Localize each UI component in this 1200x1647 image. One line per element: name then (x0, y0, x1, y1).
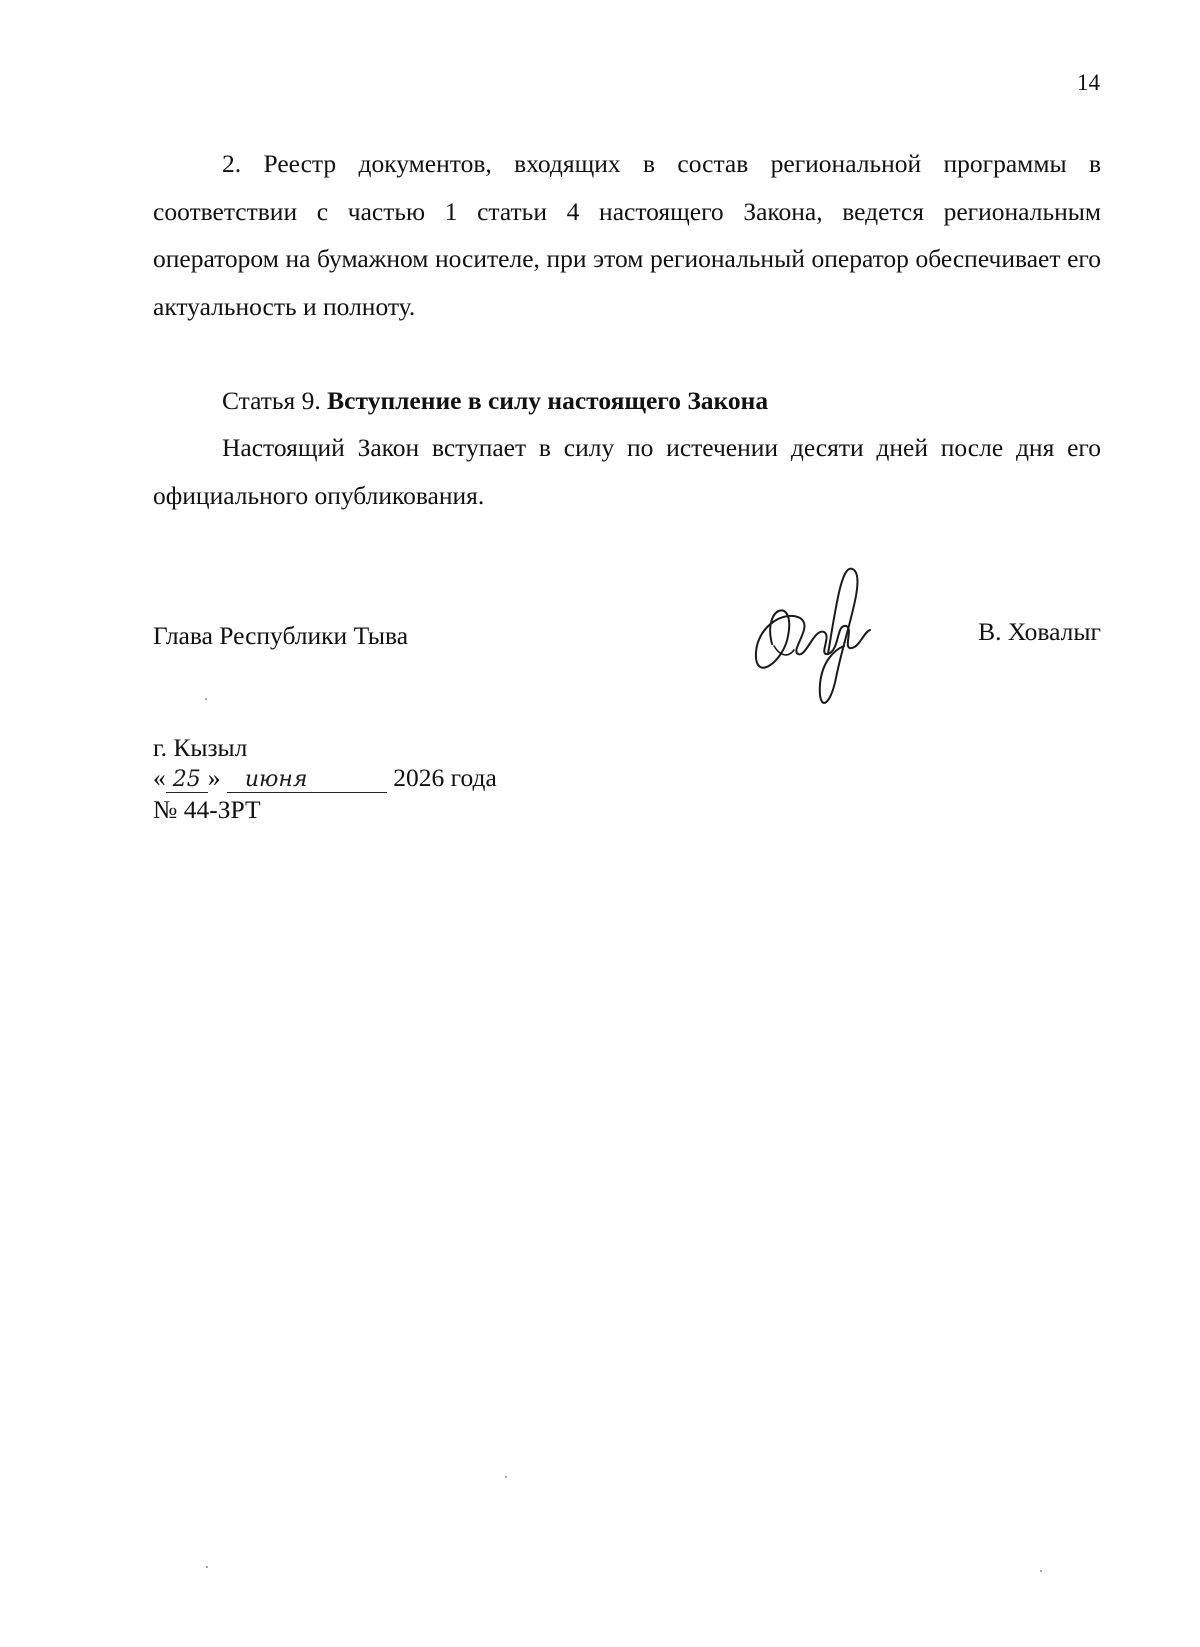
page-number: 14 (1077, 70, 1100, 95)
law-number: № 44-ЗРТ (153, 795, 261, 824)
date-day-handwritten: 25 (166, 768, 208, 793)
signatory-name: В. Ховалыг (978, 617, 1101, 646)
place-of-signing: г. Кызыл (153, 733, 248, 762)
handwritten-signature (744, 566, 879, 716)
article-title: Вступление в силу настоящего Закона (327, 386, 769, 415)
date-close-quote: » (207, 763, 221, 792)
article-heading (222, 381, 768, 421)
date-open-quote: « (153, 763, 166, 792)
date-line (153, 763, 497, 795)
paragraph-registry: 2. Реестр документов, входящих в состав региональной программы в соответствии с частью 1 статьи 4 настоящего Закона, ведется региональным оператором на бумажном носителе, при этом региональный оператор обеспечивает его актуальность и полноту. (153, 149, 1101, 321)
date-month-handwritten: июня (227, 768, 387, 793)
place-date-block (153, 733, 497, 825)
date-year: 2026 года (393, 763, 497, 792)
article-prefix: Статья 9. (222, 386, 321, 415)
signatory-role: Глава Республики Тыва (153, 621, 409, 650)
paragraph-entry-into-force: Настоящий Закон вступает в силу по истечении десяти дней после дня его официального опубликования. (153, 433, 1101, 510)
